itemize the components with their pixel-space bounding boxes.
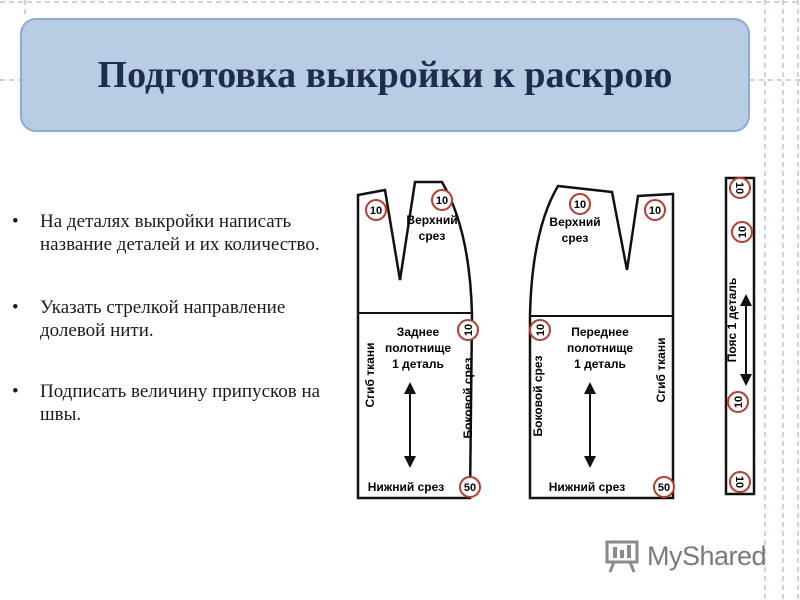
- title-banner: [20, 18, 750, 132]
- bullet-text: Указать стрелкой направление долевой нити.: [40, 297, 286, 341]
- allowance-circle: [728, 392, 748, 412]
- bullet-text: На деталях выкройки написать название деталей и их количество.: [40, 211, 320, 255]
- allowance-circle: [730, 178, 750, 198]
- allowance-circle: [732, 222, 752, 242]
- bottom-edge-label: Нижний срез: [367, 480, 445, 494]
- allowance-label: 10: [435, 195, 449, 207]
- top-edge-label: срез: [561, 231, 589, 245]
- allowance-circle: [530, 320, 550, 340]
- allowance-label: 10: [648, 205, 662, 217]
- allowance-label: 10: [369, 205, 383, 217]
- piece-name: полотнище: [566, 341, 634, 355]
- allowance-circle: [460, 477, 480, 497]
- allowance-label: 10: [733, 395, 745, 409]
- allowance-circle: [458, 320, 478, 340]
- bullet-list: [10, 210, 345, 448]
- allowance-circle: [645, 200, 665, 220]
- top-edge-label: срез: [418, 229, 446, 243]
- belt-label: Пояс 1 деталь: [725, 277, 739, 363]
- waistband-piece: [725, 178, 754, 494]
- front-panel-piece: [530, 186, 674, 498]
- allowance-circle: [570, 194, 590, 214]
- side-edge-label: Боковой срез: [461, 357, 475, 439]
- piece-name: Заднее: [396, 325, 440, 339]
- watermark-text: MyShared: [647, 540, 767, 571]
- allowance-label: 10: [463, 323, 475, 337]
- allowance-label: 50: [463, 482, 477, 494]
- allowance-circle: [654, 477, 674, 497]
- top-edge-label: Верхний: [549, 215, 601, 229]
- allowance-label: 10: [737, 225, 749, 239]
- bullet-item: [10, 380, 345, 426]
- pattern-diagram: [340, 170, 780, 510]
- fold-label: Сгиб ткани: [363, 342, 377, 408]
- bullet-dot-icon: •: [12, 211, 19, 232]
- piece-count: 1 деталь: [392, 357, 444, 371]
- bullet-dot-icon: •: [12, 297, 19, 318]
- allowance-label: 10: [733, 475, 745, 489]
- bullet-item: [10, 296, 345, 342]
- allowance-label: 10: [573, 199, 587, 211]
- bullet-dot-icon: •: [12, 381, 19, 402]
- fold-label: Сгиб ткани: [654, 337, 668, 403]
- bullet-text: Подписать величину припусков на швы.: [40, 381, 321, 425]
- presentation-board-icon: [605, 538, 639, 574]
- bottom-edge-label: Нижний срез: [548, 480, 626, 494]
- piece-name: полотнище: [384, 341, 452, 355]
- back-panel-piece: [358, 182, 480, 498]
- slide-title: Подготовка выкройки к раскрою: [97, 54, 673, 96]
- piece-count: 1 деталь: [574, 357, 626, 371]
- allowance-circle: [366, 200, 386, 220]
- side-edge-label: Боковой срез: [531, 355, 545, 437]
- bullet-item: [10, 210, 345, 256]
- allowance-circle: [730, 472, 750, 492]
- piece-name: Переднее: [571, 325, 629, 339]
- top-edge-label: Верхний: [406, 213, 458, 227]
- allowance-circle: [432, 190, 452, 210]
- allowance-label: 10: [535, 323, 547, 337]
- watermark-logo: [605, 536, 775, 576]
- allowance-label: 50: [657, 482, 671, 494]
- allowance-label: 10: [733, 181, 745, 195]
